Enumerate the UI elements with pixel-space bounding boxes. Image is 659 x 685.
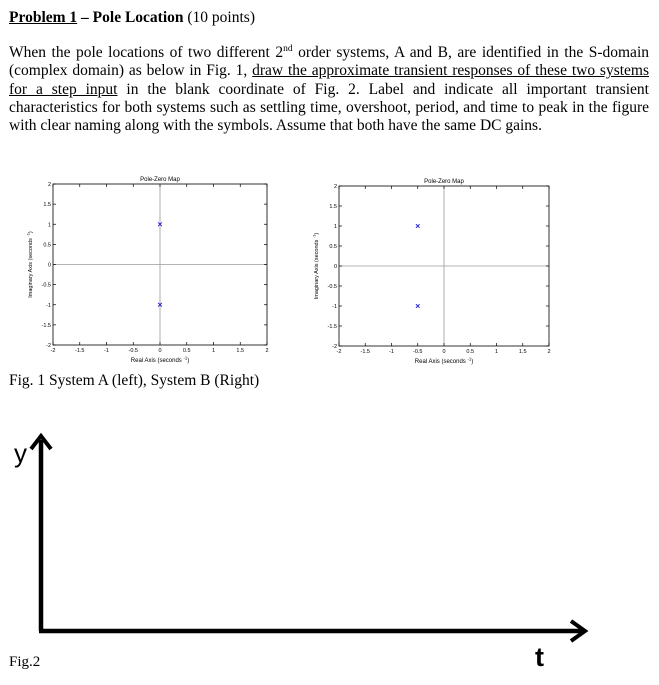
chart-title: Pole-Zero Map [424, 179, 464, 185]
problem-points: (10 points) [183, 9, 255, 26]
problem-label: Problem 1 [9, 9, 78, 26]
y-tick-label: -1.5 [41, 322, 51, 329]
y-tick-label: 1 [47, 222, 51, 229]
y-axis-label-close: ) [314, 232, 320, 235]
y-tick-label: -2 [332, 344, 337, 350]
heading-separator: – [77, 9, 93, 26]
x-axis-label-close: ) [187, 358, 190, 364]
y-tick-label: 0 [333, 264, 337, 270]
y-tick-label: 0 [47, 262, 51, 269]
y-tick-label: -0.5 [41, 282, 51, 289]
y-tick-label: 1 [333, 224, 337, 230]
y-tick-label: -1 [332, 304, 337, 310]
x-tick-label: 0.5 [182, 348, 191, 354]
x-tick-label: -0.5 [128, 348, 138, 354]
x-tick-label: -1 [389, 349, 394, 355]
y-tick-label: 2 [47, 182, 51, 188]
y-axis-label-text: Imaginary Axis (seconds [314, 238, 320, 300]
x-axis-label-exponent: -1 [467, 356, 472, 362]
x-tick-label: -0.5 [413, 349, 423, 355]
statement-part-4: in the blank coordinate of Fig. 2. Label and indicate all important transient characteristics for both systems such as settling time, overshoot, period, and time to peak in the figure with clear naming along with the symbols. Assume that both have the same DC gains. [9, 80, 649, 135]
x-tick-label: 0 [158, 348, 162, 354]
x-tick-label: 1 [494, 349, 499, 355]
y-axis-label-exponent: -1 [25, 233, 31, 237]
y-tick-label: 0.5 [329, 244, 337, 250]
y-axis-label-exponent: -1 [311, 234, 317, 239]
x-tick-label: -1.5 [75, 348, 85, 354]
x-tick-label: -2 [336, 349, 342, 355]
x-axis-label-close: ) [471, 359, 474, 365]
statement-part-2: order systems, A and B, are identified in the S-domain (complex domain) as below in Fig. 1, [9, 44, 649, 80]
x-tick-label: 1.5 [518, 349, 527, 355]
y-axis-label-close: ) [28, 231, 34, 234]
fig2-y-axis-label: y [14, 438, 27, 468]
y-tick-label: 2 [333, 184, 337, 190]
x-tick-label: 1.5 [236, 348, 245, 354]
problem-title: Pole Location [92, 9, 184, 26]
y-tick-label: 1.5 [43, 202, 51, 209]
y-tick-label: -1 [46, 302, 51, 309]
x-tick-label: 2 [265, 348, 269, 354]
y-tick-label: 0.5 [43, 242, 51, 249]
chart-title: Pole-Zero Map [140, 177, 180, 183]
x-tick-label: 1 [211, 348, 216, 354]
x-tick-label: 2 [547, 349, 551, 355]
y-tick-label: -2 [46, 343, 51, 349]
x-axis-label-text: Real Axis (seconds [414, 359, 468, 365]
fig2-x-axis-label: t [535, 642, 544, 672]
x-tick-label: -1.5 [360, 349, 370, 355]
x-tick-label: -1 [104, 348, 109, 354]
x-tick-label: -2 [50, 348, 56, 354]
y-tick-label: -1.5 [327, 324, 337, 330]
y-tick-label: -0.5 [327, 284, 337, 290]
ordinal-superscript: nd [283, 44, 293, 54]
x-axis-label-text: Real Axis (seconds [130, 358, 184, 364]
figure-1-caption: Fig. 1 System A (left), System B (Right) [9, 372, 260, 389]
x-axis-label-exponent: -1 [183, 355, 188, 361]
x-tick-label: 0 [442, 349, 446, 355]
y-axis-label-text: Imaginary Axis (seconds [28, 236, 34, 298]
statement-part-1: When the pole locations of two different 2 [9, 44, 284, 61]
y-tick-label: 1.5 [329, 204, 337, 210]
statement-underlined-instruction: draw the approximate transient responses of these two systems for a step input [9, 62, 649, 98]
x-tick-label: 0.5 [466, 349, 475, 355]
figure-2-caption: Fig.2 [9, 654, 41, 670]
